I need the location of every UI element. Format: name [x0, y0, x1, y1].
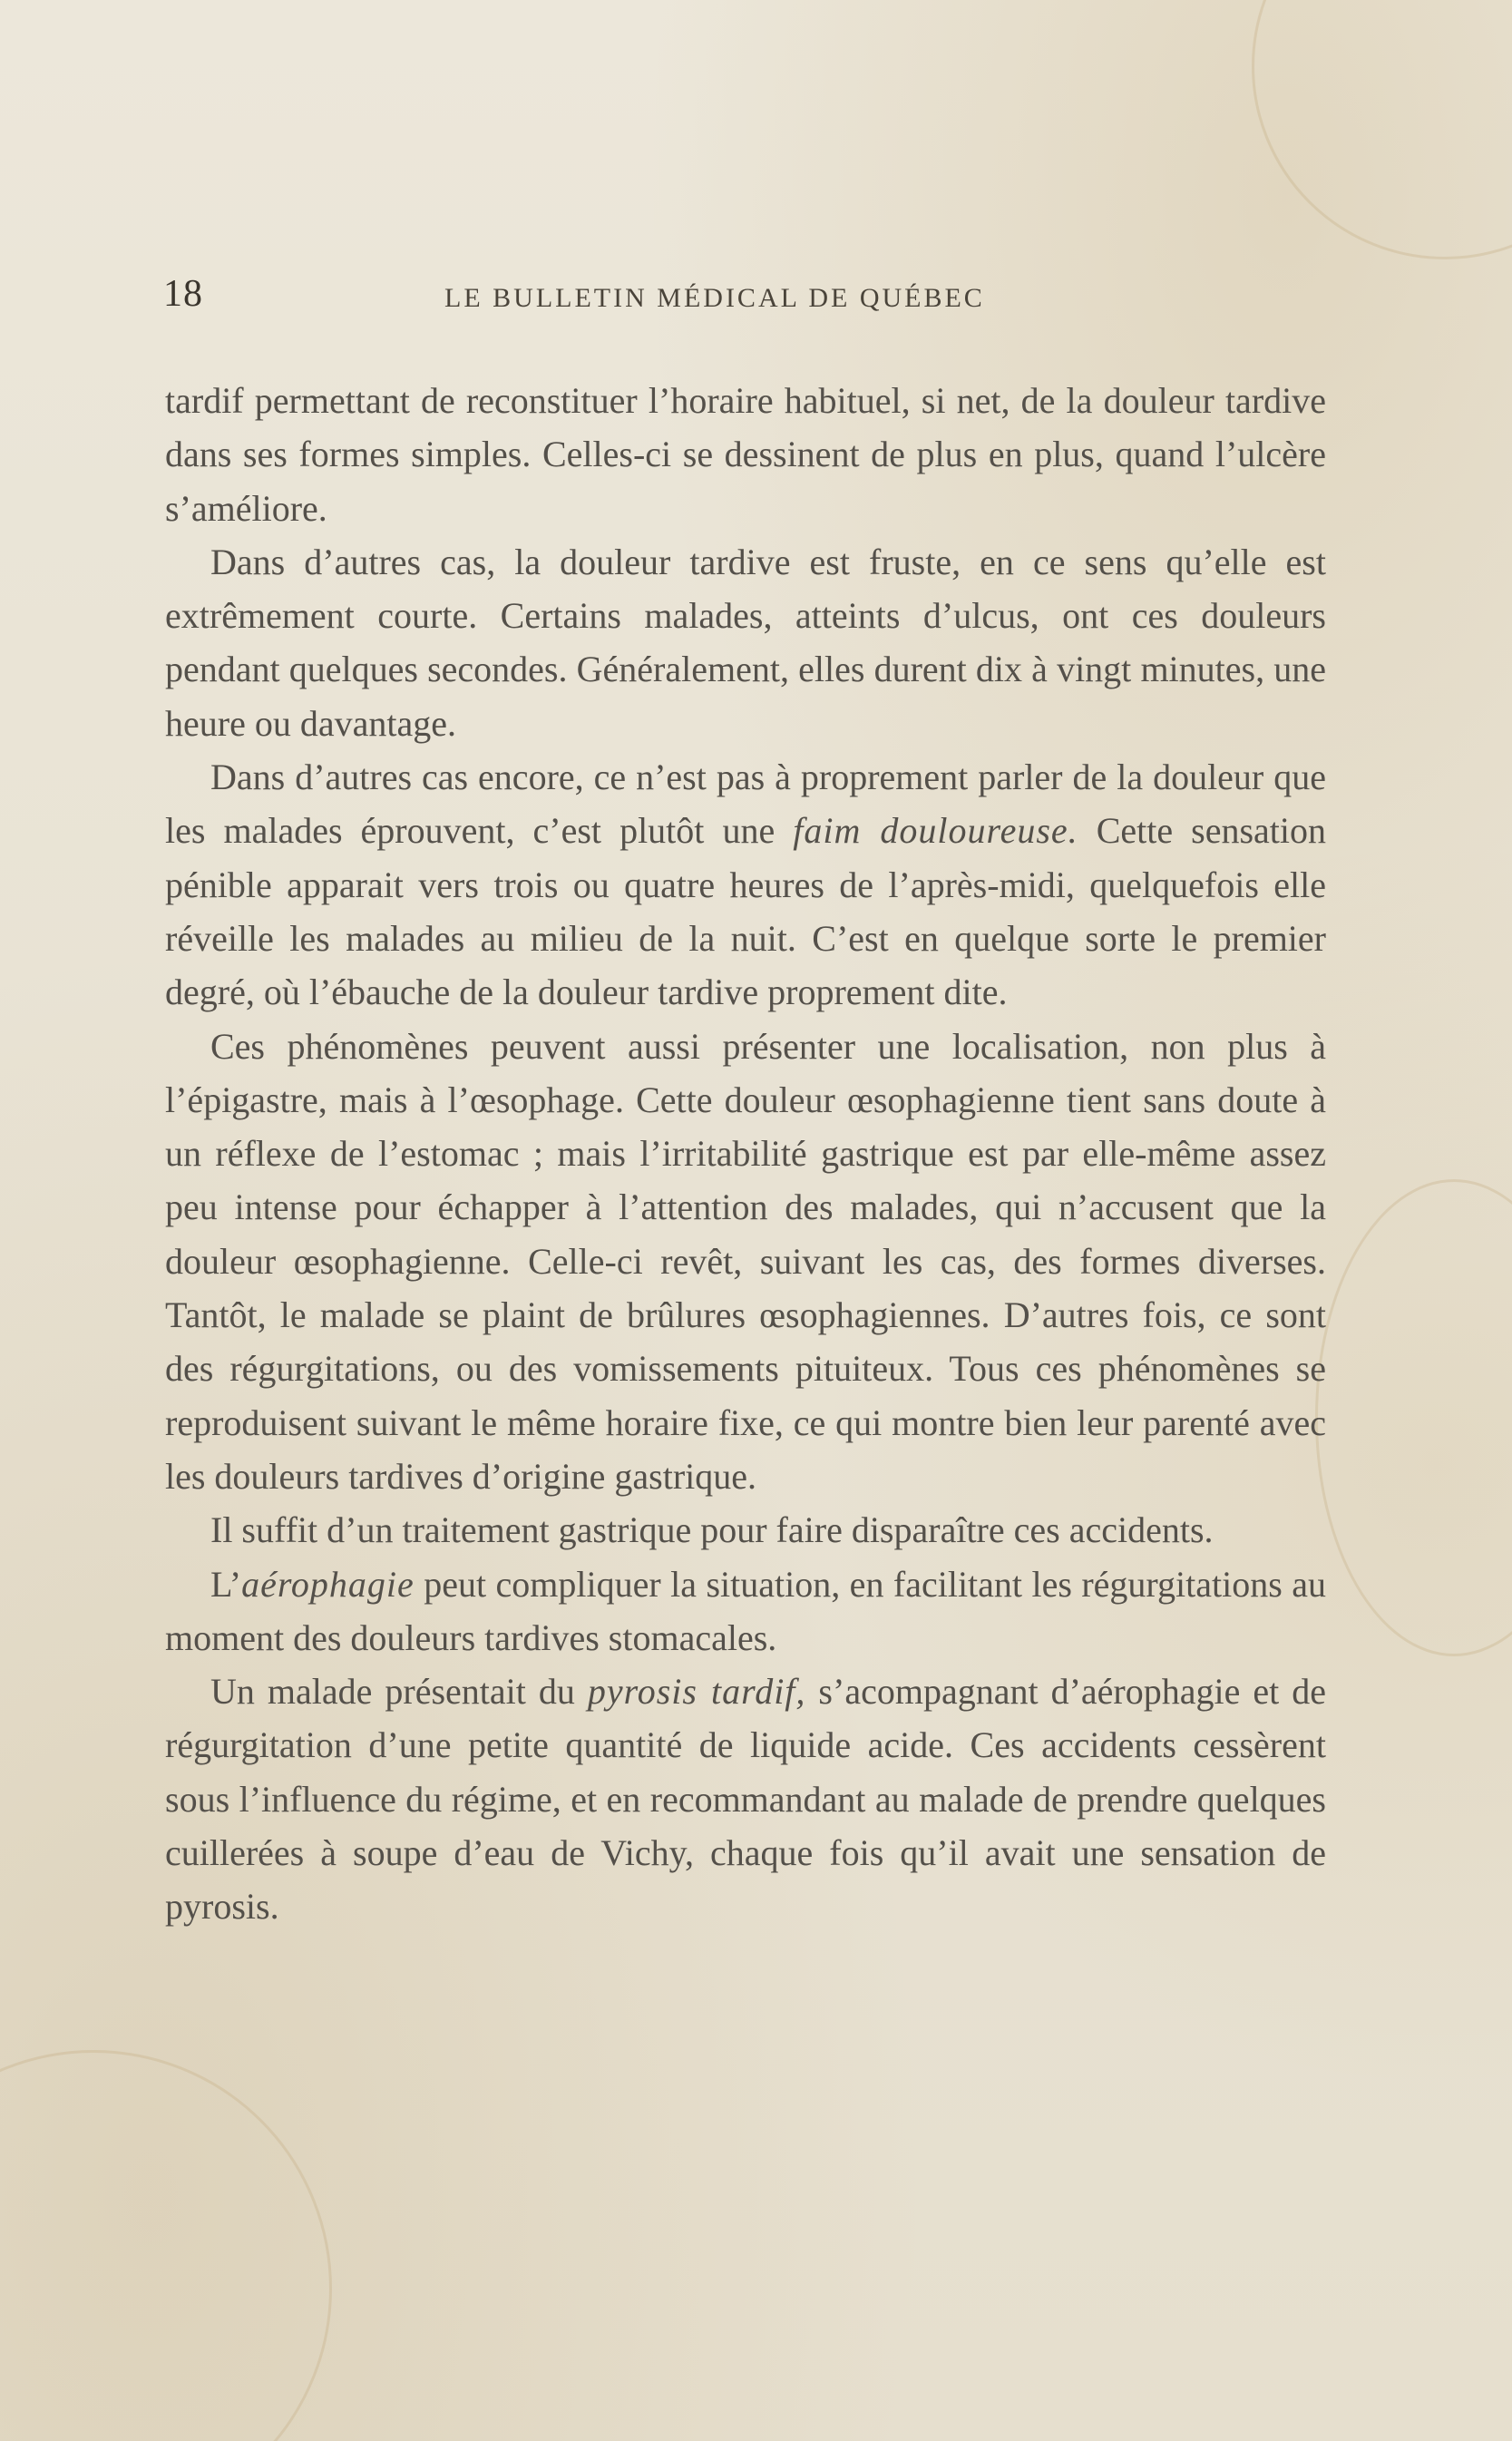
water-stain: [1252, 0, 1512, 259]
page-number: 18: [163, 273, 203, 315]
paragraph: Dans d’autres cas, la douleur tardive est fruste, en ce sens qu’elle est extrêmement courte. Certains malades, atteints d’ulcus, ont ces douleurs pendant quelques secondes. Généralement, elles durent dix à vingt minutes, une heure ou davantage.: [165, 541, 1326, 744]
paragraph: [165, 1665, 1326, 1933]
paragraph-text: Un malade présentait du: [210, 1671, 588, 1713]
paragraph-text: s’acompagnant d’aérophagie et de régurgitation d’une petite quantité de liquide acide. Ces accidents cessèrent sous l’influence du régime, et en recommandant au malade de prendre quelques cuillerées à soupe d’eau de Vichy, chaque fois qu’il avait une sensation de pyrosis.: [165, 1671, 1326, 1928]
paragraph: Il suffit d’un traitement gastrique pour faire disparaître ces accidents.: [210, 1509, 1214, 1551]
paragraph: Ces phénomènes peuvent aussi présenter une localisation, non plus à l’épigastre, mais à l’œsophage. Cette douleur œsophagienne tient sans doute à un réflexe de l’estomac ; mais l’irritabilité gastrique est par elle-même assez peu intense pour échapper à l’attention des malades, qui n’accusent que la douleur œsophagienne. Celle-ci revêt, suivant les cas, des formes diverses. Tantôt, le malade se plaint de brûlures œsophagiennes. D’autres fois, ce sont des régurgitations, ou des vomissements pituiteux. Tous ces phénomènes se reproduisent suivant le même horaire fixe, ce qui montre bien leur parenté avec les douleurs tardives d’origine gastrique.: [165, 1025, 1326, 1497]
italic-term: pyrosis tardif,: [587, 1671, 806, 1713]
italic-term: aérophagie: [241, 1563, 415, 1605]
paragraph-text: L’: [210, 1563, 242, 1605]
paragraph: tardif permettant de reconstituer l’horaire habituel, si net, de la douleur tardive dans ses formes simples. Celles-ci se dessinent de plus en plus, quand l’ulcère s’améliore.: [165, 380, 1326, 529]
running-title: LE BULLETIN MÉDICAL DE QUÉBEC: [444, 283, 985, 313]
italic-term: faim douloureuse.: [793, 810, 1078, 852]
paragraph-text: Cette sensation pénible apparait vers trois ou quatre heures de l’après-midi, quelquefois elle réveille les malades au milieu de la nuit. C’est en quelque sorte le premier degré, où l’ébauche de la douleur tardive proprement dite.: [165, 810, 1327, 1013]
paragraph: [165, 1557, 1326, 1665]
water-stain: [0, 2050, 332, 2441]
page-header: [163, 272, 1324, 327]
paragraph-text: Dans d’autres cas encore, ce n’est pas à proprement parler de la douleur que les malades éprouvent, c’est plutôt une: [165, 757, 1326, 852]
paragraph-text: peut compliquer la situation, en facilitant les régurgitations au moment des douleurs tardives stomacales.: [165, 1563, 1326, 1658]
body-text: [165, 374, 1326, 1934]
water-stain: [1315, 1179, 1512, 1656]
paragraph: [165, 750, 1326, 1019]
